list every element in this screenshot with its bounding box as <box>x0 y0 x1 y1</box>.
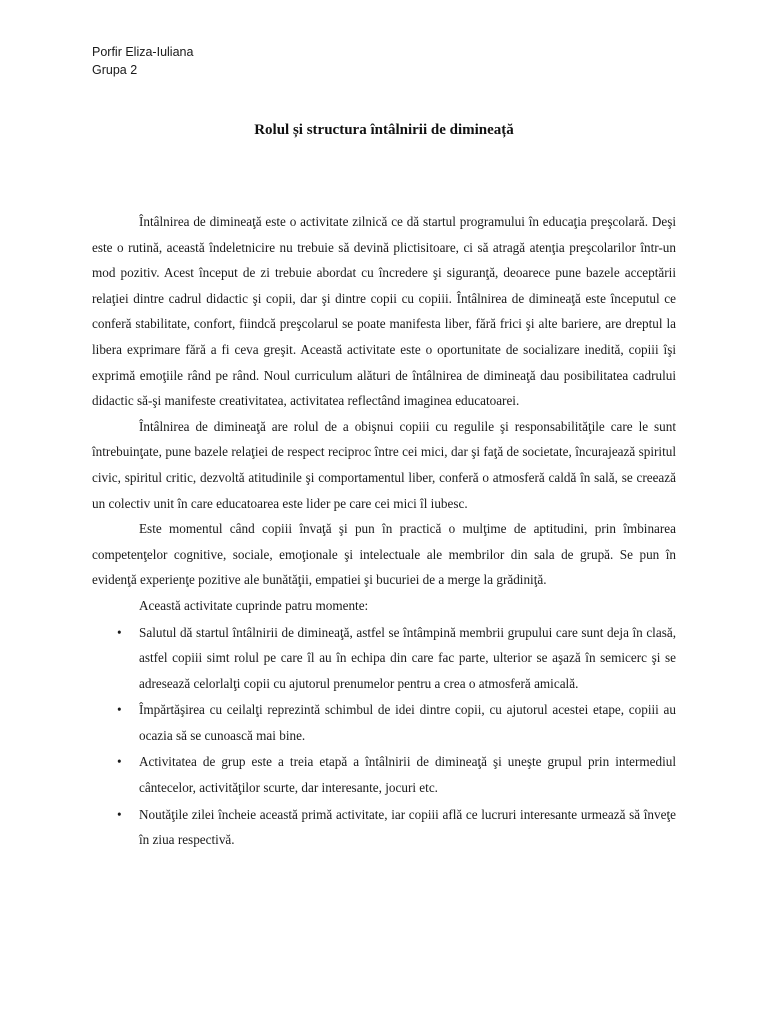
list-item-greeting <box>92 620 676 697</box>
author-header <box>92 43 193 79</box>
list-item-text: Activitatea de grup este a treia etapă a întâlnirii de dimineaţă şi uneşte grupul prin intermediul cântecelor, activităţilor scurte, dar interesante, jocuri etc. <box>139 754 676 796</box>
document-body <box>92 209 676 853</box>
bullet-icon: • <box>117 754 122 770</box>
list-item-text: Noutăţile zilei încheie această primă activitate, iar copiii află ce lucruri interesante urmează să înveţe în ziua respectivă. <box>139 806 676 848</box>
bullet-icon: • <box>117 806 122 822</box>
document-title: Rolul și structura întâlnirii de dimineață <box>254 122 514 138</box>
paragraph-moments-intro: Această activitate cuprinde patru momente: <box>139 597 369 613</box>
list-item-daily-news <box>92 802 676 853</box>
list-item-text: Împărtăşirea cu ceilalţi reprezintă schimbul de idei dintre copii, cu ajutorul acestei etape, copiii au ocazia să se cunoască mai bine. <box>139 702 676 743</box>
moments-list <box>92 620 676 853</box>
bullet-icon: • <box>117 702 122 718</box>
author-name: Porfir Eliza-Iuliana <box>92 45 194 59</box>
list-item-sharing <box>92 697 676 748</box>
paragraph-intro: Întâlnirea de dimineaţă este o activitate zilnică ce dă startul programului în educaţia preşcolară. Deşi este o rutină, această îndeletnicire nu trebuie să devină plictisitoare, ci să atragă atenţia preşcolarilor într-un mod pozitiv. Acest început de zi trebuie abordat cu încredere şi siguranţă, deoarece pune bazele acceptării relaţiei dintre cadrul didactic şi copii, dar şi dintre copii cu copiii. Întâlnirea de dimineaţă este începutul ce conferă stabilitate, confort, fiindcă preşcolarul se poate manifesta liber, fără frici şi alte bariere, are dreptul la libera exprimare fără a fi ceva greşit. Această activitate este o oportunitate de socializare inedită, copiii îşi exprimă emoţiile rând pe rând. Noul curriculum alături de întâlnirea de dimineaţă dau posibilitatea cadrului didactic să-şi manifeste creativitatea, activitatea reflectând imaginea educatoarei. <box>92 214 676 409</box>
list-item-group-activity <box>92 749 676 800</box>
paragraph-role: Întâlnirea de dimineaţă are rolul de a obişnui copiii cu regulile şi responsabilităţile care le sunt întrebuinţate, pune bazele relaţiei de respect reciproc între cei mici, dar şi faţă de societate, încurajează spiritul civic, spiritul critic, dezvoltă atitudinile şi comportamentul liber, conferă o atmosferă caldă în sală, se creează un colectiv unit în care educatoarea este lider pe care cei mici îl iubesc. <box>92 418 676 511</box>
list-item-text: Salutul dă startul întâlnirii de dimineaţă, astfel se întâmpină membrii grupului care sunt deja în clasă, astfel copiii simt rolul pe care îl au în echipa din care fac parte, ulterior se aşază în semicerc şi se adresează celorlalţi copii cu ajutorul prenumelor pentru a crea o atmosferă amicală. <box>139 624 676 691</box>
group-label: Grupa 2 <box>92 63 138 77</box>
paragraph-skills: Este momentul când copiii învaţă şi pun în practică o mulţime de aptitudini, prin îmbinarea competenţelor cognitive, sociale, emoţionale şi intelectuale ale membrilor din sala de grupă. Se pun în evidenţă experienţe pozitive ale bunătăţii, empatiei şi bucuriei de a merge la grădiniţă. <box>92 521 676 588</box>
bullet-icon: • <box>117 624 122 640</box>
